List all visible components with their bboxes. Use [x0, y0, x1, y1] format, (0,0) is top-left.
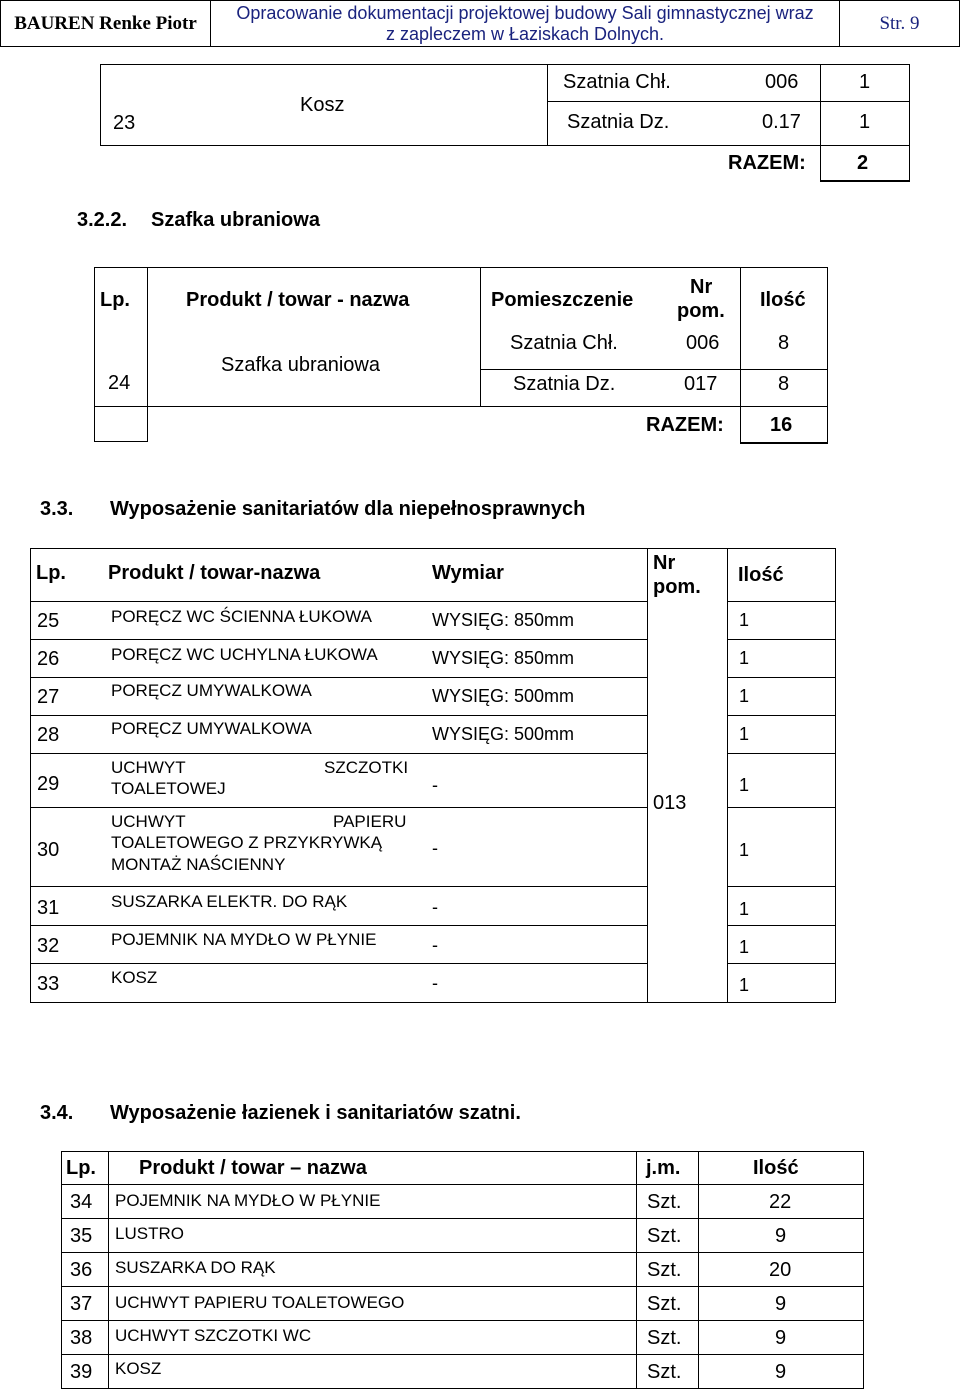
- row-qty: 1: [739, 840, 750, 860]
- row-qty: 1: [739, 775, 750, 795]
- row-product-word1: UCHWYT: [111, 812, 186, 831]
- column-header-lp: Lp.: [36, 562, 66, 584]
- room-name: Szatnia Chł.: [563, 71, 671, 93]
- row-qty: 1: [739, 975, 750, 995]
- room-name: Szatnia Dz.: [513, 373, 616, 395]
- row-size: WYSIĘG: 850mm: [432, 648, 575, 668]
- column-header-lp: Lp.: [66, 1157, 96, 1179]
- column-header-nr: Nr: [653, 552, 676, 574]
- quantity: 8: [778, 373, 790, 395]
- quantity: 8: [778, 332, 790, 354]
- row-lp: 39: [70, 1361, 93, 1383]
- row-size: -: [432, 973, 438, 993]
- row-size: WYSIĘG: 850mm: [432, 610, 575, 630]
- quantity: 1: [859, 71, 871, 93]
- row-qty: 1: [739, 899, 750, 919]
- table-szafka-product: Szafka ubraniowa: [221, 354, 380, 376]
- column-header-product: Produkt / towar – nazwa: [139, 1157, 367, 1179]
- column-header-nr-pom: pom.: [677, 300, 725, 322]
- row-size: -: [432, 838, 438, 858]
- section-number: 3.3.: [40, 498, 74, 520]
- column-header-qty: Ilość: [760, 289, 806, 311]
- column-header-nr: Nr: [690, 276, 713, 298]
- row-lp: 30: [37, 839, 60, 861]
- row-qty: 1: [739, 937, 750, 957]
- room-number: 017: [684, 373, 718, 395]
- row-lp: 31: [37, 897, 60, 919]
- column-header-unit: j.m.: [646, 1157, 681, 1179]
- row-size: WYSIĘG: 500mm: [432, 686, 575, 706]
- row-unit: Szt.: [647, 1259, 682, 1281]
- row-lp: 26: [37, 648, 60, 670]
- row-lp: 38: [70, 1327, 93, 1349]
- column-header-qty: Ilość: [738, 564, 784, 586]
- row-product: SUSZARKA ELEKTR. DO RĄK: [111, 892, 348, 911]
- table-szafka-lp: 24: [108, 372, 131, 394]
- row-product-word2: SZCZOTKI: [324, 758, 409, 777]
- row-product-line3: MONTAŻ NAŚCIENNY: [111, 855, 286, 874]
- row-qty: 9: [775, 1293, 787, 1315]
- row-qty: 9: [775, 1361, 787, 1383]
- row-size: -: [432, 935, 438, 955]
- room-name: Szatnia Chł.: [510, 332, 618, 354]
- row-qty: 1: [739, 610, 750, 630]
- row-size: -: [432, 897, 438, 917]
- total-value: 2: [857, 152, 869, 174]
- row-product: LUSTRO: [115, 1224, 184, 1243]
- row-unit: Szt.: [647, 1191, 682, 1213]
- row-product: SUSZARKA DO RĄK: [115, 1258, 276, 1277]
- row-product: POJEMNIK NA MYDŁO W PŁYNIE: [111, 930, 377, 949]
- row-size: -: [432, 775, 438, 795]
- header-company: BAUREN Renke Piotr: [0, 0, 211, 47]
- column-header-qty: Ilość: [753, 1157, 799, 1179]
- row-product-line2: TOALETOWEGO Z PRZYKRYWKĄ: [111, 833, 383, 852]
- row-lp: 32: [37, 935, 60, 957]
- row-product: PORĘCZ UMYWALKOWA: [111, 719, 312, 738]
- header-page-number: Str. 9: [839, 0, 960, 47]
- row-unit: Szt.: [647, 1327, 682, 1349]
- section-title: Szafka ubraniowa: [151, 209, 320, 231]
- row-qty: 20: [769, 1259, 792, 1281]
- row-product: PORĘCZ WC UCHYLNA ŁUKOWA: [111, 645, 378, 664]
- row-product: KOSZ: [115, 1359, 162, 1378]
- header-title-line2: z zapleczem w Łaziskach Dolnych.: [385, 24, 665, 44]
- row-lp: 37: [70, 1293, 93, 1315]
- column-header-nr-pom: pom.: [653, 576, 701, 598]
- row-lp: 33: [37, 973, 60, 995]
- row-qty: 1: [739, 686, 750, 706]
- row-qty: 1: [739, 724, 750, 744]
- row-product-word2: PAPIERU: [333, 812, 407, 831]
- row-lp: 29: [37, 773, 60, 795]
- row-lp: 28: [37, 724, 60, 746]
- total-value: 16: [770, 414, 793, 436]
- row-product: KOSZ: [111, 968, 158, 987]
- row-qty: 1: [739, 648, 750, 668]
- row-unit: Szt.: [647, 1225, 682, 1247]
- room-number: 013: [653, 792, 687, 814]
- section-title: Wyposażenie łazienek i sanitariatów szatni.: [110, 1102, 521, 1124]
- column-header-size: Wymiar: [432, 562, 504, 584]
- row-lp: 27: [37, 686, 60, 708]
- row-product-word1: UCHWYT: [111, 758, 186, 777]
- header-title: [210, 0, 840, 47]
- row-product: UCHWYT PAPIERU TOALETOWEGO: [115, 1293, 405, 1312]
- section-number: 3.4.: [40, 1102, 74, 1124]
- row-qty: 9: [775, 1225, 787, 1247]
- table-kosz-lp: 23: [113, 112, 136, 134]
- section-number: 3.2.2.: [77, 209, 128, 231]
- row-unit: Szt.: [647, 1361, 682, 1383]
- row-product: PORĘCZ UMYWALKOWA: [111, 681, 312, 700]
- room-number: 006: [765, 71, 799, 93]
- column-header-product: Produkt / towar - nazwa: [186, 289, 410, 311]
- total-label: RAZEM:: [646, 414, 724, 436]
- header-title-line1: Opracowanie dokumentacji projektowej budowy Sali gimnastycznej wraz: [236, 3, 814, 23]
- room-number: 0.17: [762, 111, 801, 133]
- quantity: 1: [859, 111, 871, 133]
- row-lp: 25: [37, 610, 60, 632]
- row-qty: 9: [775, 1327, 787, 1349]
- row-lp: 35: [70, 1225, 93, 1247]
- row-lp: 34: [70, 1191, 93, 1213]
- row-lp: 36: [70, 1259, 93, 1281]
- column-header-room: Pomieszczenie: [491, 289, 634, 311]
- row-size: WYSIĘG: 500mm: [432, 724, 575, 744]
- row-product: UCHWYT SZCZOTKI WC: [115, 1326, 312, 1345]
- column-header-lp: Lp.: [100, 289, 130, 311]
- column-header-product: Produkt / towar-nazwa: [108, 562, 321, 584]
- room-name: Szatnia Dz.: [567, 111, 670, 133]
- row-unit: Szt.: [647, 1293, 682, 1315]
- room-number: 006: [686, 332, 720, 354]
- row-product: POJEMNIK NA MYDŁO W PŁYNIE: [115, 1191, 381, 1210]
- row-product: PORĘCZ WC ŚCIENNA ŁUKOWA: [111, 607, 373, 626]
- row-product-line2: TOALETOWEJ: [111, 779, 226, 798]
- total-label: RAZEM:: [728, 152, 806, 174]
- table-kosz-product: Kosz: [300, 94, 345, 116]
- section-title: Wyposażenie sanitariatów dla niepełnosprawnych: [110, 498, 586, 520]
- row-qty: 22: [769, 1191, 792, 1213]
